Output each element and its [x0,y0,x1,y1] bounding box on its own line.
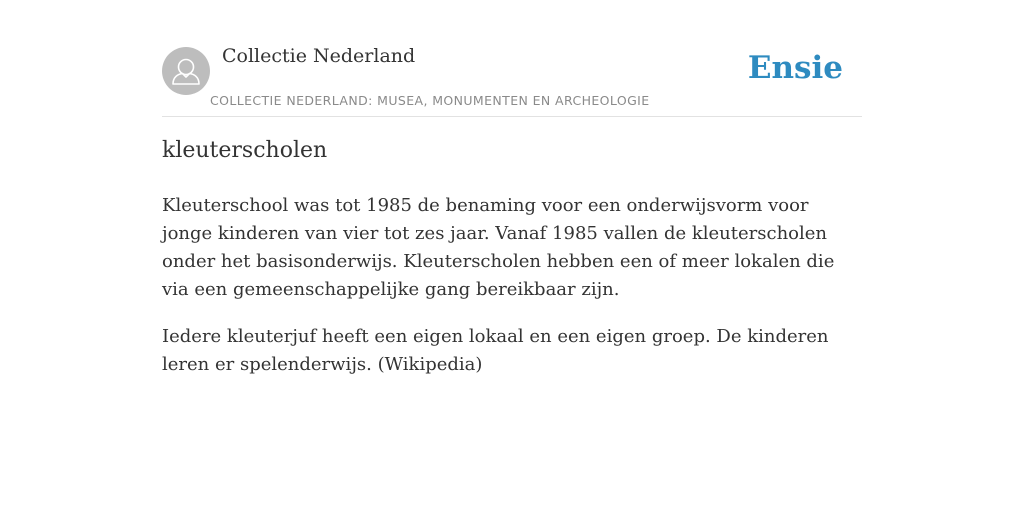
author-name[interactable]: Collectie Nederland [222,45,416,67]
entry-term: kleuterscholen [162,138,328,163]
definition-paragraph: Iedere kleuterjuf heeft een eigen lokaal en een eigen groep. De kinderen leren er spelenderwijs. (Wikipedia) [162,326,829,375]
author-avatar[interactable] [162,47,210,95]
card-header [162,0,862,117]
author-subtitle: COLLECTIE NEDERLAND: MUSEA, MONUMENTEN EN ARCHEOLOGIE [210,93,650,108]
ensie-logo-link[interactable]: Ensie [747,50,843,86]
definition-paragraph: Kleuterschool was tot 1985 de benaming voor een onderwijsvorm voor jonge kinderen van vier tot zes jaar. Vanaf 1985 vallen de kleuterscholen onder het basisonderwijs. Kleuterscholen hebben een of meer lokalen die via een gemeenschappelijke gang bereikbaar zijn. [162,195,835,300]
definition-card [162,0,862,512]
entry-definition [162,192,862,398]
user-silhouette-icon [162,47,210,95]
